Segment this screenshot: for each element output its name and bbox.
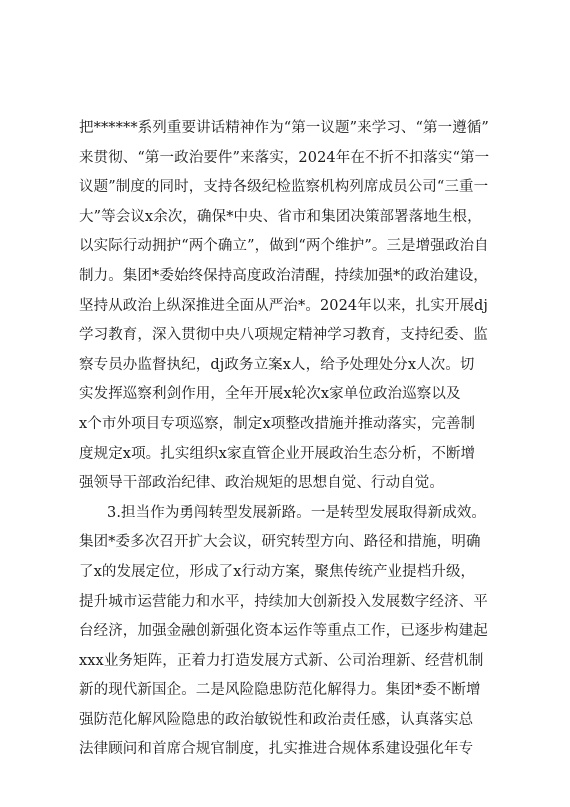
text-line: 议题”制度的同时，支持各级纪检监察机构列席成员公司“三重一 — [79, 179, 489, 196]
text-line: 坚持从政治上纵深推进全面从严治*。2024年以来，扎实开展dj — [79, 297, 489, 314]
text-line: xxx业务矩阵，正着力打造发展方式新、公司治理新、经营机制 — [79, 652, 484, 669]
text-line: 法律顾问和首席合规官制度，扎实推进合规体系建设强化年专 — [79, 741, 474, 758]
section-heading-line: 3.担当作为勇闯转型发展新路。一是转型发展取得新成效。 — [107, 504, 487, 521]
text-line: 度规定x项。扎实组织x家直管企业开展政治生态分析，不断增 — [79, 445, 476, 462]
text-line: 把******系列重要讲话精神作为“第一议题”来学习、“第一遵循” — [79, 120, 489, 136]
text-line: 提升城市运营能力和水平，持续加大创新投入发展数字经济、平 — [79, 593, 488, 610]
text-line: 新的现代新国企。二是风险隐患防范化解得力。集团*委不断增 — [79, 682, 481, 699]
text-line: 强防范化解风险隐患的政治敏锐性和政治责任感，认真落实总 — [79, 711, 474, 728]
text-line: x个市外项目专项巡察，制定x项整改措施并推动落实，完善制 — [79, 415, 476, 432]
text-line: 强领导干部政治纪律、政治规矩的思想自觉、行动自觉。 — [79, 475, 444, 492]
text-line: 察专员办监督执纪，dj政务立案x人，给予处理处分x人次。切 — [79, 356, 475, 373]
text-line: 大”等会议x余次，确保*中央、省市和集团决策部署落地生根， — [79, 208, 482, 225]
text-line: 实发挥巡察利剑作用，全年开展x轮次x家单位政治巡察以及 — [79, 386, 461, 403]
text-line: 制力。集团*委始终保持高度政治清醒，持续加强*的政治建设， — [79, 267, 488, 284]
text-line: 台经济，加强金融创新强化资本运作等重点工作，已逐步构建起 — [79, 623, 488, 640]
text-line: 来贯彻、“第一政治要件”来落实，2024年在不折不扣落实“第一 — [79, 149, 490, 166]
text-line: 以实际行动拥护“两个确立”，做到“两个维护”。三是增强政治自 — [79, 238, 489, 255]
document-body — [79, 114, 499, 765]
text-line: 集团*委多次召开扩大会议，研究转型方向、路径和措施，明确 — [79, 534, 481, 551]
text-line: 了x的发展定位，形成了x行动方案，聚焦传统产业提档升级， — [79, 563, 476, 580]
text-line: 学习教育，深入贯彻中央八项规定精神学习教育，支持纪委、监 — [79, 327, 488, 344]
